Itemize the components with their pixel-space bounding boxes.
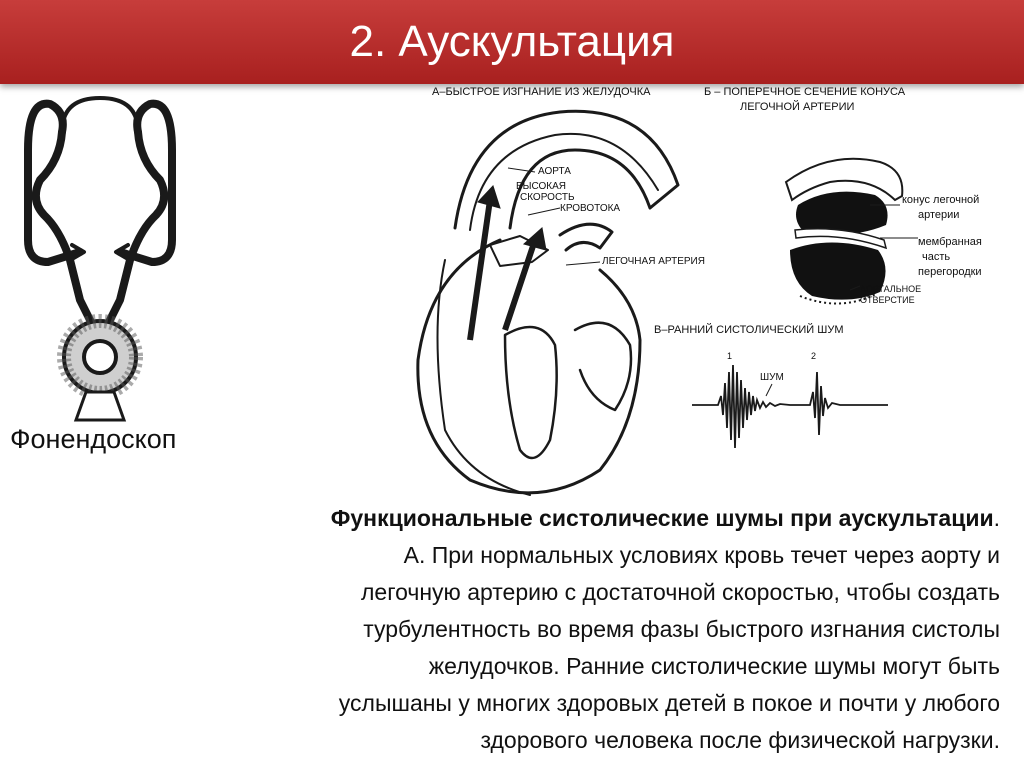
body-line-4: желудочков. Ранние систолические шумы могут быть [428,653,1000,679]
body-line-5: услышаны у многих здоровых детей в покое и почти у любого [338,690,1000,716]
sound-2-label: 2 [811,351,817,361]
aorta-label: АОРТА [538,166,571,177]
aortic-opening-label-2: ОТВЕРСТИЕ [860,295,915,305]
panel-v-caption: В–РАННИЙ СИСТОЛИЧЕСКИЙ ШУМ [654,324,844,336]
body-line-2: легочную артерию с достаточной скоростью, чтобы создать [360,579,1000,605]
body-lead-end: . [993,505,1000,531]
panel-b-caption-2: ЛЕГОЧНОЙ АРТЕРИИ [740,101,855,113]
flow-arrows [470,186,546,340]
murmur-label: ШУМ [760,372,784,383]
membrane-label-1: мембранная [918,236,982,248]
pulmonary-artery-label: ЛЕГОЧНАЯ АРТЕРИЯ [602,256,705,267]
body-line-1: А. При нормальных условиях кровь течет через аорту и [403,542,1000,568]
body-line-3: турбулентность во время фазы быстрого изгнания систолы [363,616,1000,642]
cross-section-drawing [786,159,902,304]
body-lead: Функциональные систолические шумы при аускультации [330,505,994,531]
membrane-label-3: перегородки [918,266,982,278]
high-speed-label-3: КРОВОТОКА [560,203,621,214]
cone-label-1: конус легочной [902,194,980,206]
stethoscope-caption: Фонендоскоп [10,424,177,454]
membrane-label-2: часть [922,251,951,263]
page-title: 2. Аускультация [349,17,675,66]
phonocardiogram-trace [692,365,888,448]
body-line-0 [28,500,1000,537]
panel-a-caption: А–БЫСТРОЕ ИЗГНАНИЕ ИЗ ЖЕЛУДОЧКА [432,86,651,98]
aortic-opening-label-1: АОРТАЛЬНОЕ [860,284,922,294]
body-line-6: здорового человека после физической нагрузки. [480,727,1000,753]
panel-b-caption-1: Б – ПОПЕРЕЧНОЕ СЕЧЕНИЕ КОНУСА [704,86,906,98]
cone-label-2: артерии [918,209,960,221]
body-text [28,500,1000,759]
sound-1-label: 1 [727,351,733,361]
high-speed-label-2: СКОРОСТЬ [520,192,575,203]
high-speed-label-1: ВЫСОКАЯ [516,181,567,192]
